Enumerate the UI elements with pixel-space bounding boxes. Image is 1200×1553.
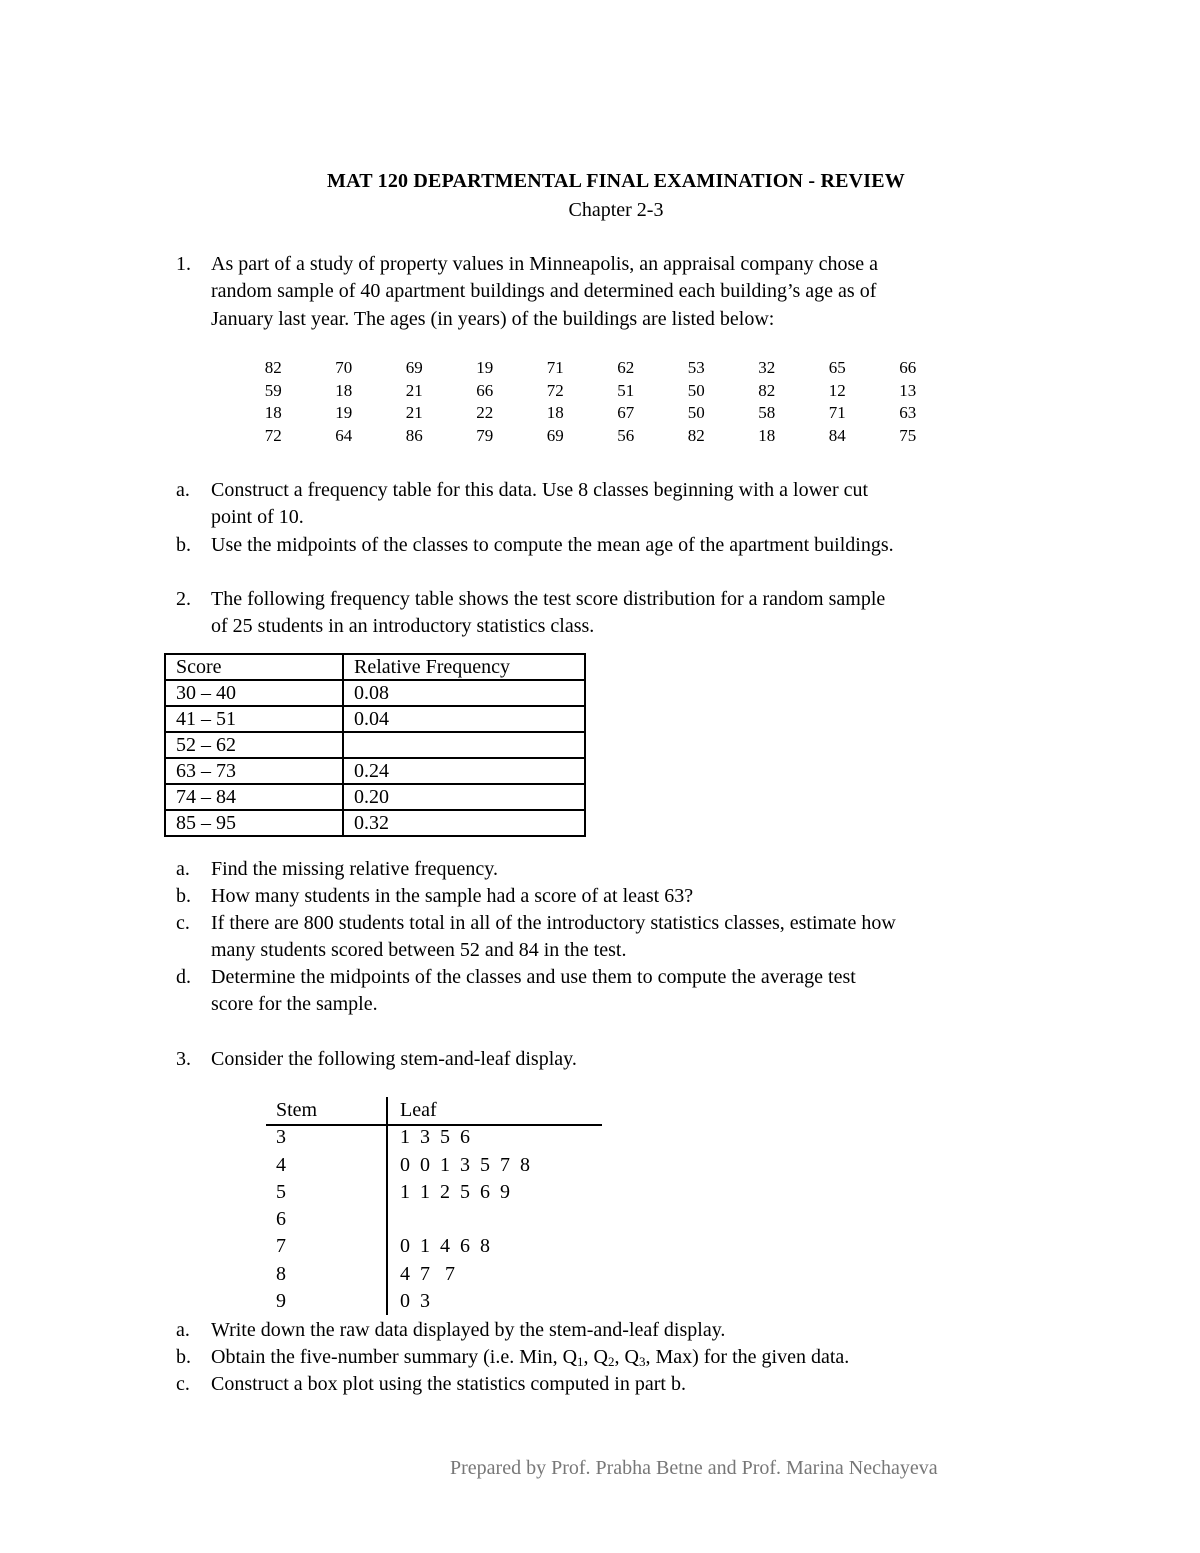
leaf-values: 1 1 2 5 6 9 [400, 1180, 510, 1203]
age-value: 64 [335, 425, 353, 445]
q3b-q2-prefix: , Q [583, 1346, 608, 1368]
age-value: 18 [335, 380, 353, 400]
relative-frequency-cell: 0.08 [343, 680, 585, 706]
relative-frequency-cell: 0.32 [343, 810, 585, 836]
ages-row [238, 357, 943, 380]
q3b-text-before: Obtain the five-number summary (i.e. Min, Q [211, 1346, 578, 1368]
stem-leaf-row [276, 1179, 530, 1206]
page-title: MAT 120 DEPARTMENTAL FINAL EXAMINATION - REVIEW [327, 170, 905, 192]
age-value: 71 [546, 358, 564, 377]
age-value: 65 [828, 358, 846, 377]
question-2b-letter: b. [176, 885, 191, 907]
age-value: 32 [758, 358, 776, 377]
age-value: 12 [828, 380, 846, 400]
age-value: 56 [617, 425, 635, 445]
question-2a-text-line: Find the missing relative frequency. [211, 858, 498, 880]
question-3a-letter: a. [176, 1319, 190, 1341]
relative-frequency-cell: 0.24 [343, 758, 585, 784]
question-1a-text-line: Construct a frequency table for this data. Use 8 classes beginning with a lower cut [211, 479, 869, 501]
footer-credit: Prepared by Prof. Prabha Betne and Prof. Marina Nechayeva [450, 1457, 938, 1479]
age-value: 18 [758, 425, 776, 445]
table-header-score: Score [165, 654, 343, 680]
question-3a-text-line: Write down the raw data displayed by the stem-and-leaf display. [211, 1319, 726, 1341]
age-value: 21 [405, 380, 423, 400]
stem-value: 5 [276, 1180, 286, 1203]
leaf-values [386, 1206, 400, 1233]
age-value: 67 [617, 403, 635, 422]
table-row [165, 758, 585, 784]
question-2c-text-line: many students scored between 52 and 84 in the test. [211, 939, 627, 961]
question-2d-text-line: score for the sample. [211, 993, 378, 1015]
age-value: 70 [335, 358, 353, 377]
q3-subscript: 3 [638, 1354, 646, 1369]
question-1-text-line: As part of a study of property values in Minneapolis, an appraisal company chose a [211, 253, 879, 275]
age-value: 82 [687, 425, 705, 445]
age-value: 18 [546, 403, 564, 422]
q3b-text-after: , Max) for the given data. [645, 1346, 850, 1368]
age-value: 59 [264, 380, 282, 400]
leaf-values: 0 3 [400, 1290, 430, 1313]
leaf-values: 1 3 5 6 [400, 1126, 470, 1149]
ages-row [238, 402, 943, 425]
stem-leaf-row [276, 1124, 530, 1151]
question-2d-letter: d. [176, 966, 191, 988]
stem-value: 3 [276, 1126, 286, 1149]
question-1-text-line: January last year. The ages (in years) of the buildings are listed below: [211, 308, 775, 330]
question-3b-text-line [211, 1344, 849, 1371]
stem-leaf-divider-horizontal [266, 1124, 602, 1126]
table-row [165, 810, 585, 836]
ages-row [238, 380, 943, 403]
question-1-number: 1. [176, 253, 191, 275]
score-cell: 30 – 40 [165, 680, 343, 706]
q3b-q3-prefix: , Q [614, 1346, 639, 1368]
ages-data-grid [238, 357, 943, 447]
frequency-table [164, 653, 586, 837]
age-value: 22 [476, 403, 494, 422]
age-value: 58 [758, 403, 776, 422]
table-row [165, 706, 585, 732]
age-value: 66 [899, 358, 917, 377]
age-value: 19 [335, 403, 353, 422]
stem-header: Stem [276, 1099, 318, 1121]
age-value: 19 [476, 358, 494, 377]
age-value: 79 [476, 425, 494, 445]
stem-value: 4 [276, 1153, 286, 1176]
leaf-values: 4 7 7 [400, 1262, 455, 1285]
age-value: 50 [687, 380, 705, 400]
stem-value: 7 [276, 1235, 286, 1258]
age-value: 62 [617, 358, 635, 377]
stem-value: 8 [276, 1262, 286, 1285]
age-value: 72 [264, 425, 282, 445]
age-value: 86 [405, 425, 423, 445]
relative-frequency-cell [343, 732, 585, 758]
age-value: 53 [687, 358, 705, 377]
question-3-number: 3. [176, 1048, 191, 1070]
stem-and-leaf-display [276, 1097, 530, 1315]
table-row [165, 732, 585, 758]
stem-leaf-row [276, 1233, 530, 1260]
question-1a-letter: a. [176, 479, 190, 501]
leaf-values: 0 0 1 3 5 7 8 [400, 1153, 530, 1176]
age-value: 72 [546, 380, 564, 400]
question-1b-letter: b. [176, 534, 191, 556]
question-2a-letter: a. [176, 858, 190, 880]
relative-frequency-cell: 0.20 [343, 784, 585, 810]
question-1b-text-line: Use the midpoints of the classes to compute the mean age of the apartment buildings. [211, 534, 894, 556]
score-cell: 85 – 95 [165, 810, 343, 836]
age-value: 71 [828, 403, 846, 422]
stem-leaf-row [276, 1152, 530, 1179]
age-value: 21 [405, 403, 423, 422]
score-cell: 41 – 51 [165, 706, 343, 732]
age-value: 13 [899, 380, 917, 400]
ages-row [238, 425, 943, 448]
score-cell: 63 – 73 [165, 758, 343, 784]
question-3-text-line: Consider the following stem-and-leaf display. [211, 1048, 577, 1070]
stem-leaf-divider-vertical [386, 1097, 388, 1315]
age-value: 82 [758, 380, 776, 400]
stem-leaf-header-row [276, 1097, 530, 1124]
age-value: 50 [687, 403, 705, 422]
leaf-values: 0 1 4 6 8 [400, 1235, 490, 1258]
question-2c-text-line: If there are 800 students total in all of the introductory statistics classes, estimate how [211, 912, 896, 934]
q1-subscript: 1 [577, 1354, 584, 1369]
age-value: 82 [264, 358, 282, 377]
age-value: 69 [546, 425, 564, 445]
question-1-text-line: random sample of 40 apartment buildings and determined each building’s age as of [211, 280, 877, 302]
age-value: 75 [899, 425, 917, 445]
score-cell: 52 – 62 [165, 732, 343, 758]
table-row [165, 784, 585, 810]
age-value: 51 [617, 380, 635, 400]
question-3c-letter: c. [176, 1373, 190, 1395]
question-2-text-line: of 25 students in an introductory statistics class. [211, 615, 595, 637]
age-value: 84 [828, 425, 846, 445]
stem-value: 9 [276, 1290, 286, 1313]
question-3b-letter: b. [176, 1346, 191, 1368]
stem-leaf-row [276, 1288, 530, 1315]
age-value: 63 [899, 403, 917, 422]
table-row [165, 680, 585, 706]
stem-value: 6 [276, 1208, 286, 1231]
age-value: 66 [476, 380, 494, 400]
question-2c-letter: c. [176, 912, 190, 934]
age-value: 69 [405, 358, 423, 377]
relative-frequency-cell: 0.04 [343, 706, 585, 732]
stem-leaf-row [276, 1261, 530, 1288]
q2-subscript: 2 [607, 1354, 615, 1369]
score-cell: 74 – 84 [165, 784, 343, 810]
question-2b-text-line: How many students in the sample had a score of at least 63? [211, 885, 694, 907]
leaf-header: Leaf [400, 1099, 437, 1121]
question-2-number: 2. [176, 588, 191, 610]
question-3c-text-line: Construct a box plot using the statistics computed in part b. [211, 1373, 686, 1395]
question-2d-text-line: Determine the midpoints of the classes and use them to compute the average test [211, 966, 856, 988]
question-2-text-line: The following frequency table shows the test score distribution for a random sample [211, 588, 886, 610]
table-header-relative-frequency: Relative Frequency [343, 654, 585, 680]
age-value: 18 [264, 403, 282, 422]
chapter-subtitle: Chapter 2-3 [568, 199, 664, 221]
table-header-row [165, 654, 585, 680]
question-1a-text-line: point of 10. [211, 506, 304, 528]
stem-leaf-row [276, 1206, 530, 1233]
